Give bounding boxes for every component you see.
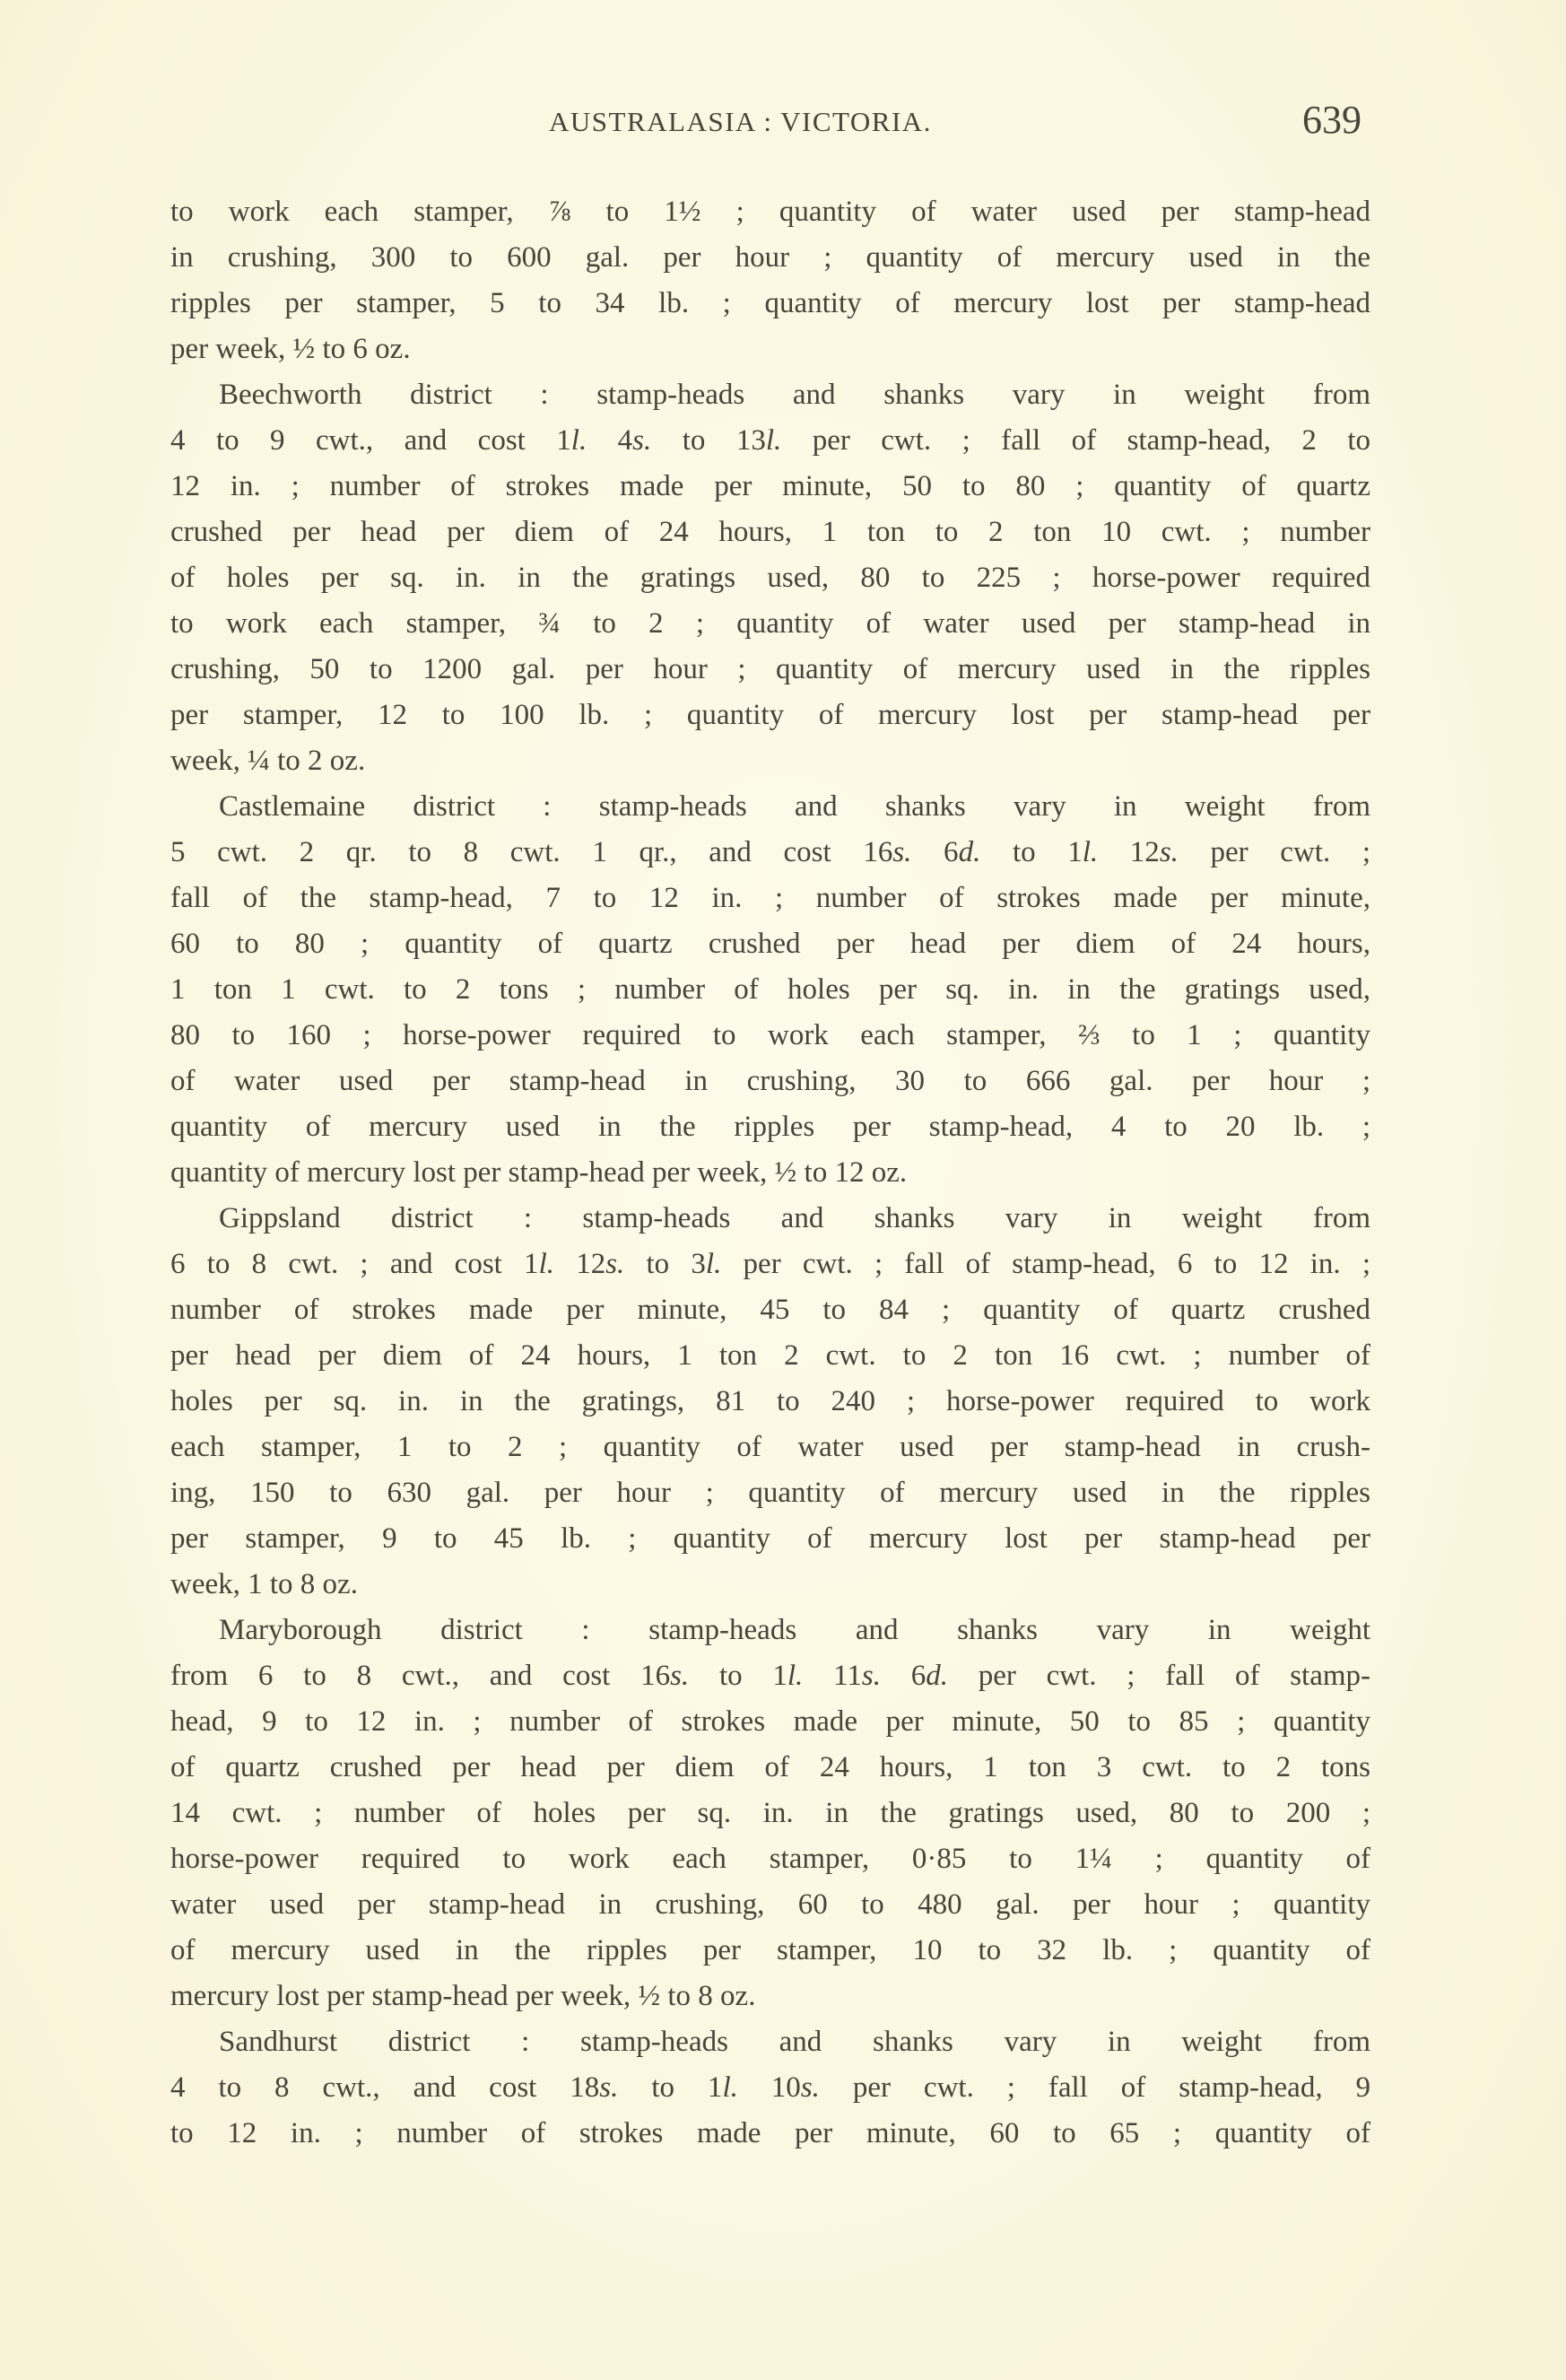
text-line: crushing, 50 to 1200 gal. per hour ; quantity of mercury used in the ripples (170, 653, 1370, 685)
text-line: 60 to 80 ; quantity of quartz crushed per head per diem of 24 hours, (170, 928, 1370, 960)
text-line: to work each stamper, ¾ to 2 ; quantity of water used per stamp-head in (170, 607, 1370, 640)
text-line: 12 in. ; number of strokes made per minute, 50 to 80 ; quantity of quartz (170, 470, 1370, 502)
text-line: 14 cwt. ; number of holes per sq. in. in the gratings used, 80 to 200 ; (170, 1797, 1370, 1829)
text-line: Maryborough district : stamp-heads and shanks vary in weight (219, 1614, 1370, 1646)
text-line: 5 cwt. 2 qr. to 8 cwt. 1 qr., and cost 16s. 6d. to 1l. 12s. per cwt. ; (170, 836, 1371, 868)
text-line: mercury lost per stamp-head per week, ½ to 8 oz. (170, 1980, 756, 2012)
text-line: quantity of mercury used in the ripples per stamp-head, 4 to 20 lb. ; (170, 1111, 1370, 1143)
text-line: 80 to 160 ; horse-power required to work each stamper, ⅔ to 1 ; quantity (170, 1019, 1370, 1051)
text-line: ripples per stamper, 5 to 34 lb. ; quantity of mercury lost per stamp-head (170, 287, 1370, 319)
text-line: per stamper, 9 to 45 lb. ; quantity of mercury lost per stamp-head per (170, 1522, 1370, 1555)
text-line: Beechworth district : stamp-heads and shanks vary in weight from (219, 379, 1370, 411)
page-number: 639 (1302, 98, 1362, 142)
text-line: ing, 150 to 630 gal. per hour ; quantity of mercury used in the ripples (170, 1477, 1370, 1509)
text-line: to work each stamper, ⅞ to 1½ ; quantity of water used per stamp-head (170, 196, 1370, 228)
text-line: water used per stamp-head in crushing, 60 to 480 gal. per hour ; quantity (170, 1888, 1370, 1921)
text-line: to 12 in. ; number of strokes made per minute, 60 to 65 ; quantity of (170, 2117, 1370, 2149)
text-line: fall of the stamp-head, 7 to 12 in. ; number of strokes made per minute, (170, 882, 1370, 914)
text-line: in crushing, 300 to 600 gal. per hour ; quantity of mercury used in the (170, 241, 1370, 274)
text-line: of holes per sq. in. in the gratings used, 80 to 225 ; horse-power required (170, 562, 1370, 594)
text-line: Sandhurst district : stamp-heads and shanks vary in weight from (219, 2026, 1370, 2058)
paragraph-continuation (170, 189, 1370, 372)
paragraph-maryborough (170, 1608, 1370, 2019)
text-line: of quartz crushed per head per diem of 24 hours, 1 ton 3 cwt. to 2 tons (170, 1751, 1370, 1783)
text-line: crushed per head per diem of 24 hours, 1 ton to 2 ton 10 cwt. ; number (170, 516, 1370, 548)
text-line: quantity of mercury lost per stamp-head per week, ½ to 12 oz. (170, 1156, 908, 1189)
text-line: of water used per stamp-head in crushing, 30 to 666 gal. per hour ; (170, 1065, 1370, 1097)
paragraph-beechworth (170, 372, 1370, 784)
text-line: per week, ½ to 6 oz. (170, 333, 411, 365)
text-line: horse-power required to work each stamper, 0·85 to 1¼ ; quantity of (170, 1843, 1370, 1875)
text-line: Gippsland district : stamp-heads and shanks vary in weight from (219, 1202, 1370, 1234)
text-line: from 6 to 8 cwt., and cost 16s. to 1l. 11s. 6d. per cwt. ; fall of stamp- (170, 1660, 1371, 1692)
text-line: per head per diem of 24 hours, 1 ton 2 cwt. to 2 ton 16 cwt. ; number of (170, 1339, 1370, 1372)
text-line: of mercury used in the ripples per stamper, 10 to 32 lb. ; quantity of (170, 1934, 1370, 1966)
text-line: holes per sq. in. in the gratings, 81 to 240 ; horse-power required to work (170, 1385, 1370, 1417)
text-line: per stamper, 12 to 100 lb. ; quantity of mercury lost per stamp-head per (170, 699, 1370, 731)
paragraph-sandhurst (170, 2019, 1370, 2157)
text-line: 6 to 8 cwt. ; and cost 1l. 12s. to 3l. per cwt. ; fall of stamp-head, 6 to 12 in. ; (170, 1248, 1370, 1280)
text-line: each stamper, 1 to 2 ; quantity of water used per stamp-head in crush- (170, 1431, 1370, 1463)
text-line: 4 to 9 cwt., and cost 1l. 4s. to 13l. per cwt. ; fall of stamp-head, 2 to (170, 424, 1371, 457)
text-line: 4 to 8 cwt., and cost 18s. to 1l. 10s. per cwt. ; fall of stamp-head, 9 (170, 2071, 1371, 2104)
text-line: week, ¼ to 2 oz. (170, 745, 366, 777)
text-line: 1 ton 1 cwt. to 2 tons ; number of holes per sq. in. in the gratings used, (170, 973, 1370, 1006)
body-text (170, 189, 1370, 2157)
text-line: Castlemaine district : stamp-heads and shanks vary in weight from (219, 790, 1370, 823)
text-line: week, 1 to 8 oz. (170, 1568, 358, 1600)
text-line: head, 9 to 12 in. ; number of strokes made per minute, 50 to 85 ; quantity (170, 1705, 1370, 1738)
text-line: number of strokes made per minute, 45 to 84 ; quantity of quartz crushed (170, 1294, 1370, 1326)
running-head: AUSTRALASIA : VICTORIA. (549, 106, 932, 137)
paragraph-castlemaine (170, 784, 1370, 1196)
paragraph-gippsland (170, 1196, 1370, 1608)
